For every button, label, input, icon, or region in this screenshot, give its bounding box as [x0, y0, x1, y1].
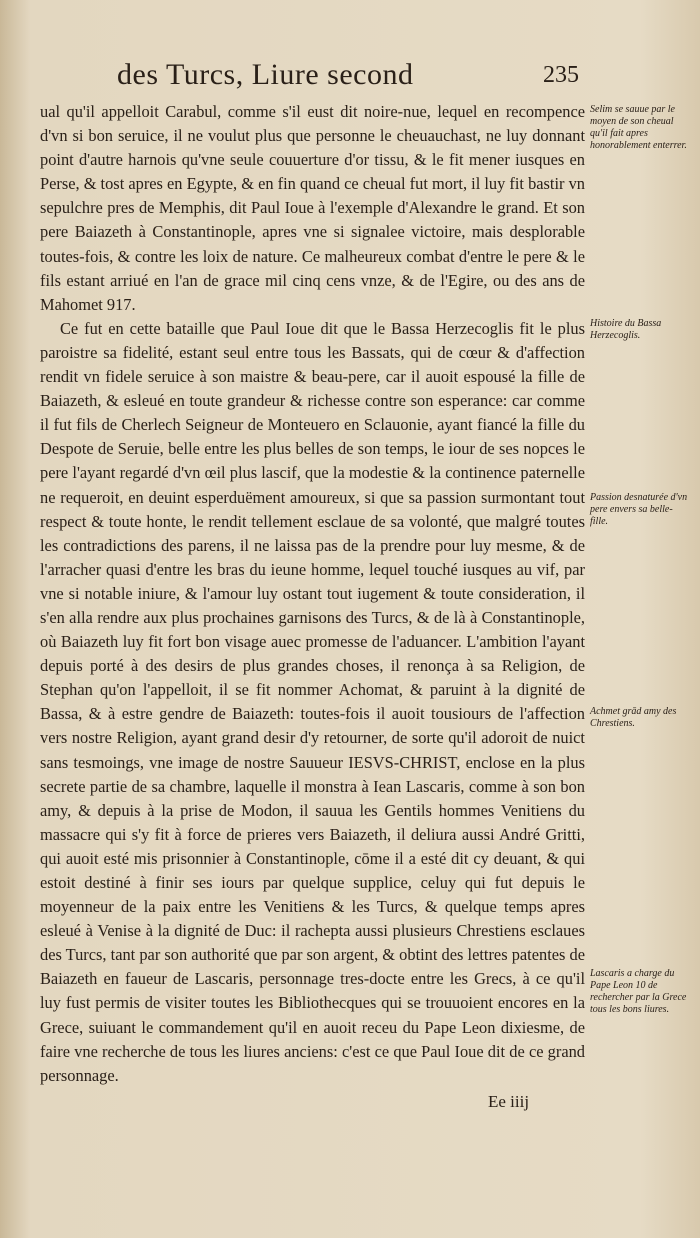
paragraph-1: ual qu'il appelloit Carabul, comme s'il eust dit noire-nue, lequel en recompence d'vn si bon seruice, il ne voulut plus que personne le cheuauchast, ne luy donnant point d'autre harnois qu'vne seule couuerture d'or tissu, & le fit mener iusques en Perse, & tost apres en Egypte, & en fin quand ce cheual fut mort, il luy fit bastir vn sepulchre pres de Memphis, dit Paul Ioue à l'exemple d'Alexandre le grand. Et son pere Baiazeth à Constantinople, apres vne si signalee victoire, mais desplorable toutes-fois, & contre les loix de nature. Ce malheureux combat d'entre le pere & le fils estant arriué en l'an de grace mil cinq cens vnze, & de l'Egire, ou des ans de Mahomet 917.: [40, 102, 585, 314]
paragraph-2: Ce fut en cette bataille que Paul Ioue dit que le Bassa Herzecoglis fit le plus paroistre sa fidelité, estant seul entre tous les Bassats, qui de cœur & d'affection rendit vn fidele seruice à son maistre & beau-pere, car il auoit espousé la fille de Baiazeth, & esleué en toute grandeur & richesse contre son esperance: car comme il fut fils de Cherlech Seigneur de Monteuero en Sclauonie, ayant fiancé la fille du Despote de Seruie, belle entre les plus belles de son temps, le iour de ses nopces le pere l'ayant regardé d'vn œil plus lascif, que la modestie & la continence paternelle ne requeroit, en deuint esperduëment amoureux, si que sa passion surmontant tout respect & toute honte, le rendit tellement esclaue de sa volonté, que malgré toutes les contradictions des parens, il ne laissa pas de la prendre pour luy mesme, & de l'arracher quasi d'entre les bras du ieune homme, lequel touché iusques au vif, par vne si notable iniure, & l'amour luy ostant tout iugement & toute consideration, il s'en alla rendre aux plus prochaines garnisons des Turcs, & de là à Constantinople, où Baiazeth luy fit fort bon visage auec promesse de l'aduancer. L'ambition l'ayant depuis porté à des desirs de plus grandes choses, il renonça à sa Religion, de Stephan qu'on l'appelloit, il se fit nommer Achomat, & paruint à la dignité de Bassa, & à estre gendre de Baiazeth: toutes-fois il auoit tousiours de l'affection vers nostre Religion, ayant grand desir d'y retourner, de sorte qu'il adoroit de nuict sans tesmoings, vne image de nostre Sauueur IESVS-CHRIST, enclose en la plus secrete partie de sa chambre, laquelle il monstra à Iean Lascaris, comme à son bon amy, & depuis à la prise de Modon, il sauua les Gentils hommes Venitiens du massacre qui s'y fit à force de prieres vers Baiazeth, il deliura aussi André Gritti, qui auoit esté mis prisonnier à Constantinople, cōme il a esté dit cy deuant, & qui estoit destiné à finir ses iours par quelque supplice, celuy qui fut depuis le moyenneur de la paix entre les Venitiens & les Turcs, & quelque temps apres esleué à Venise à la dignité de Duc: il rachepta aussi plusieurs Chrestiens esclaues des Turcs, tant par son authorité que par son argent, & obtint des lettres patentes de Baiazeth en faueur de Lascaris, personnage tres-docte entre les Grecs, à ce qu'il luy fust permis de visiter toutes les Bibliothecques qui se trouuoient encores en la Grece, suiuant le commandement qu'il en auoit receu du Pape Leon dixiesme, de faire vne recherche de tous les liures anciens: c'est ce que Paul Ioue dit de ce grand personnage.: [40, 318, 585, 1085]
page-header: [0, 58, 700, 98]
margin-note-selim: Selim se sauue par le moyen de son cheual qu'il fait apres honorablement enterrer.: [590, 104, 687, 151]
main-text: [40, 100, 585, 1088]
margin-note-lascaris: Lascaris a charge du Pape Leon 10 de rechercher par la Grece tous les bons liures.: [590, 968, 687, 1015]
signature-mark: Ee iiij: [488, 1092, 530, 1111]
page-number: 235: [543, 62, 579, 88]
margin-note-achmet: Achmet grād amy des Chrestiens.: [590, 706, 677, 729]
margin-note-herzecoglis: Histoire du Bassa Herzecoglis.: [590, 318, 662, 341]
running-title: des Turcs, Liure second: [117, 58, 414, 91]
margin-note-passion: Passion desnaturée d'vn pere envers sa belle-fille.: [590, 492, 688, 527]
